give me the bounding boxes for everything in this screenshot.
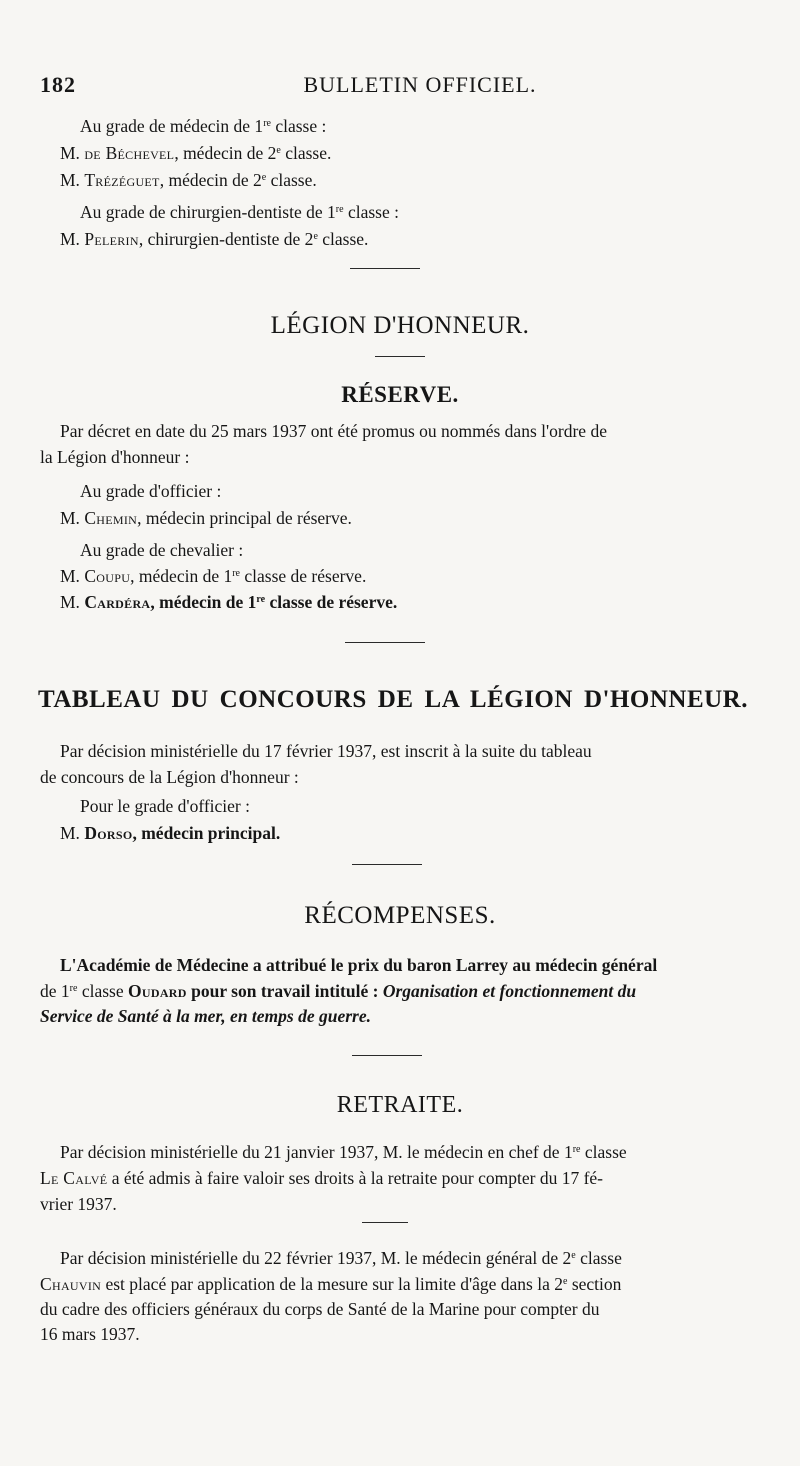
nomination-item: M. Chemin, médecin principal de réserve. <box>60 508 352 528</box>
decree-text: Par décret en date du 25 mars 1937 ont été promus ou nommés dans l'ordre de <box>60 421 607 441</box>
person-name: Chemin <box>84 508 138 528</box>
person-name: Le Calvé <box>40 1168 108 1188</box>
grade-dentiste-label: Au grade de chirurgien-dentiste de 1re classe : <box>80 202 399 222</box>
page-number: 182 <box>40 72 76 97</box>
officier-label: Au grade d'officier : <box>80 481 222 501</box>
person-name: Dorso <box>84 823 133 843</box>
section-heading-tableau: TABLEAU DU CONCOURS DE LA LÉGION D'HONNEUR. <box>38 686 748 713</box>
section-divider <box>345 642 425 643</box>
work-title: Organisation et fonctionnement du <box>382 981 637 1001</box>
retirement-text: Par décision ministérielle du 21 janvier 1937, M. le médecin en chef de 1re classe <box>60 1142 627 1162</box>
section-divider <box>350 268 420 269</box>
subheading-reserve: RÉSERVE. <box>341 382 459 407</box>
inscription-item: M. Dorso, médecin principal. <box>60 823 281 843</box>
nomination-item: M. Cardéra, médecin de 1re classe de réserve. <box>60 592 398 612</box>
person-name: Oudard <box>127 981 187 1001</box>
grade-officier-label: Pour le grade d'officier : <box>80 796 250 816</box>
retirement-text: du cadre des officiers généraux du corps de Santé de la Marine pour compter du <box>40 1299 600 1319</box>
work-title: Service de Santé à la mer, en temps de guerre. <box>40 1006 372 1026</box>
award-text: L'Académie de Médecine a attribué le prix du baron Larrey au médecin général <box>60 955 658 975</box>
person-name: Pelerin <box>84 229 139 249</box>
retirement-text: Chauvin est placé par application de la mesure sur la limite d'âge dans la 2e section <box>40 1274 622 1294</box>
decree-text: la Légion d'honneur : <box>40 447 190 467</box>
decision-text: de concours de la Légion d'honneur : <box>40 767 299 787</box>
section-heading-legion: LÉGION D'HONNEUR. <box>270 312 530 339</box>
retirement-text: Le Calvé a été admis à faire valoir ses droits à la retraite pour compter du 17 fé- <box>40 1168 603 1188</box>
award-text: de 1re classe Oudard pour son travail intitulé : Organisation et fonctionnement du <box>40 981 637 1001</box>
retirement-text: vrier 1937. <box>40 1194 117 1214</box>
running-title: BULLETIN OFFICIEL. <box>303 72 537 97</box>
grade-medecin-label: Au grade de médecin de 1re classe : <box>80 116 327 136</box>
retirement-text: Par décision ministérielle du 22 février 1937, M. le médecin général de 2e classe <box>60 1248 622 1268</box>
person-name: Chauvin <box>40 1274 102 1294</box>
decision-text: Par décision ministérielle du 17 février 1937, est inscrit à la suite du tableau <box>60 741 592 761</box>
promotion-item: M. Trézéguet, médecin de 2e classe. <box>60 170 317 190</box>
section-heading-recompenses: RÉCOMPENSES. <box>304 902 496 929</box>
section-divider <box>352 1055 422 1056</box>
person-name: Cardéra <box>84 592 151 612</box>
section-heading-retraite: RETRAITE. <box>336 1092 464 1118</box>
heading-rule <box>375 356 425 357</box>
nomination-item: M. Coupu, médecin de 1re classe de réserve. <box>60 566 367 586</box>
promotion-item: M. Pelerin, chirurgien-dentiste de 2e classe. <box>60 229 369 249</box>
person-name: de Béchevel <box>84 143 175 163</box>
retirement-text: 16 mars 1937. <box>40 1324 140 1344</box>
paragraph-divider <box>362 1222 408 1223</box>
promotion-item: M. de Béchevel, médecin de 2e classe. <box>60 143 332 163</box>
section-divider <box>352 864 422 865</box>
person-name: Coupu <box>84 566 131 586</box>
person-name: Trézéguet <box>84 170 160 190</box>
chevalier-label: Au grade de chevalier : <box>80 540 244 560</box>
